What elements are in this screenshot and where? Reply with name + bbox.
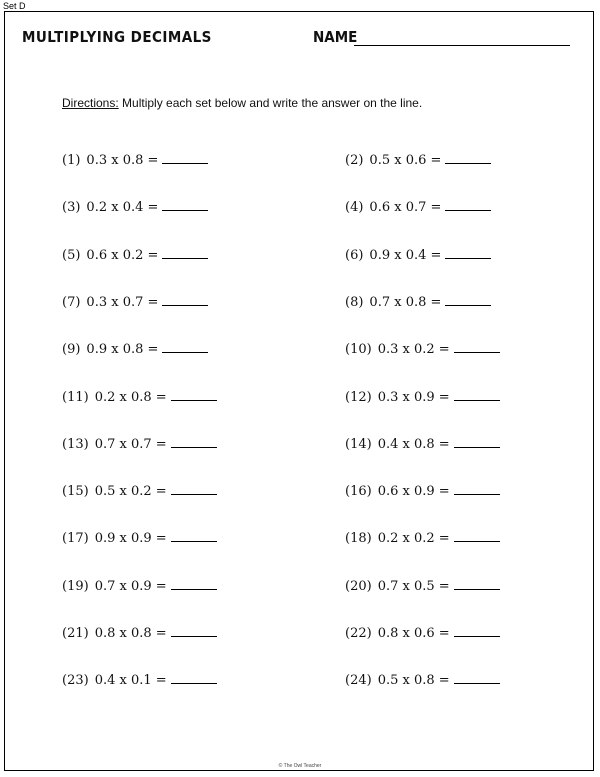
problem-expression: 0.7 x 0.8 = — [369, 295, 442, 310]
problem-expression: 0.5 x 0.8 = — [377, 673, 450, 688]
answer-line[interactable] — [171, 531, 217, 542]
answer-line[interactable] — [454, 484, 500, 495]
problem-item — [345, 484, 500, 499]
problem-number: (9) — [62, 342, 81, 357]
problem-number: (15) — [62, 484, 89, 499]
problem-expression: 0.3 x 0.7 = — [86, 295, 159, 310]
problem-item — [62, 673, 217, 688]
answer-line[interactable] — [454, 342, 500, 353]
problem-number: (23) — [62, 673, 89, 688]
problem-expression: 0.4 x 0.8 = — [377, 437, 450, 452]
problem-item — [345, 673, 500, 688]
problem-expression: 0.9 x 0.8 = — [86, 342, 159, 357]
answer-line[interactable] — [171, 579, 217, 590]
problem-item — [345, 200, 491, 215]
answer-line[interactable] — [454, 390, 500, 401]
problem-item — [62, 579, 217, 594]
answer-line[interactable] — [171, 673, 217, 684]
problem-item — [345, 437, 500, 452]
problem-expression: 0.3 x 0.9 = — [377, 390, 450, 405]
problem-number: (19) — [62, 579, 89, 594]
problem-expression: 0.5 x 0.6 = — [369, 153, 442, 168]
problem-expression: 0.2 x 0.8 = — [94, 390, 167, 405]
answer-line[interactable] — [445, 248, 491, 259]
problem-number: (14) — [345, 437, 372, 452]
problem-expression: 0.7 x 0.7 = — [94, 437, 167, 452]
problem-item — [62, 342, 208, 357]
problem-number: (2) — [345, 153, 364, 168]
answer-line[interactable] — [445, 295, 491, 306]
problem-item — [345, 626, 500, 641]
problem-item — [62, 200, 208, 215]
problem-number: (16) — [345, 484, 372, 499]
problem-number: (24) — [345, 673, 372, 688]
problem-expression: 0.2 x 0.4 = — [86, 200, 159, 215]
problem-expression: 0.7 x 0.9 = — [94, 579, 167, 594]
problem-expression: 0.6 x 0.9 = — [377, 484, 450, 499]
answer-line[interactable] — [454, 673, 500, 684]
problem-number: (12) — [345, 390, 372, 405]
problem-item — [62, 153, 208, 168]
answer-line[interactable] — [162, 295, 208, 306]
answer-line[interactable] — [171, 390, 217, 401]
footer-credit: © The Owl Teacher — [278, 763, 322, 769]
problem-number: (5) — [62, 248, 81, 263]
problem-expression: 0.5 x 0.2 = — [94, 484, 167, 499]
problem-number: (11) — [62, 390, 89, 405]
problem-expression: 0.6 x 0.7 = — [369, 200, 442, 215]
set-label: Set D — [3, 1, 26, 11]
problem-number: (13) — [62, 437, 89, 452]
problem-expression: 0.6 x 0.2 = — [86, 248, 159, 263]
problem-item — [62, 390, 217, 405]
problem-number: (22) — [345, 626, 372, 641]
problem-number: (3) — [62, 200, 81, 215]
problem-item — [345, 248, 491, 263]
answer-line[interactable] — [171, 437, 217, 448]
problem-number: (17) — [62, 531, 89, 546]
problem-expression: 0.3 x 0.2 = — [377, 342, 450, 357]
answer-line[interactable] — [454, 437, 500, 448]
answer-line[interactable] — [445, 153, 491, 164]
problem-item — [62, 484, 217, 499]
problem-number: (1) — [62, 153, 81, 168]
problem-number: (6) — [345, 248, 364, 263]
problem-expression: 0.3 x 0.8 = — [86, 153, 159, 168]
problem-expression: 0.2 x 0.2 = — [377, 531, 450, 546]
answer-line[interactable] — [445, 200, 491, 211]
name-label: NAME — [313, 28, 358, 46]
directions — [62, 96, 422, 110]
problem-expression: 0.7 x 0.5 = — [377, 579, 450, 594]
problem-item — [62, 531, 217, 546]
problem-item — [345, 153, 491, 168]
problem-number: (4) — [345, 200, 364, 215]
name-answer-line[interactable] — [354, 45, 570, 46]
answer-line[interactable] — [162, 342, 208, 353]
answer-line[interactable] — [454, 579, 500, 590]
problem-item — [62, 295, 208, 310]
directions-text: Multiply each set below and write the answer on the line. — [118, 96, 423, 110]
answer-line[interactable] — [171, 626, 217, 637]
answer-line[interactable] — [162, 153, 208, 164]
problem-expression: 0.8 x 0.6 = — [377, 626, 450, 641]
worksheet-title: MULTIPLYING DECIMALS — [22, 28, 212, 46]
directions-heading: Directions: — [62, 96, 119, 110]
problem-expression: 0.9 x 0.9 = — [94, 531, 167, 546]
problem-item — [62, 248, 208, 263]
problem-number: (20) — [345, 579, 372, 594]
problem-item — [62, 626, 217, 641]
answer-line[interactable] — [162, 248, 208, 259]
problem-number: (21) — [62, 626, 89, 641]
problem-number: (7) — [62, 295, 81, 310]
problem-item — [345, 531, 500, 546]
problem-number: (8) — [345, 295, 364, 310]
problem-number: (18) — [345, 531, 372, 546]
problem-item — [345, 579, 500, 594]
answer-line[interactable] — [454, 626, 500, 637]
problem-item — [345, 295, 491, 310]
answer-line[interactable] — [171, 484, 217, 495]
problem-number: (10) — [345, 342, 372, 357]
problem-item — [62, 437, 217, 452]
problem-expression: 0.8 x 0.8 = — [94, 626, 167, 641]
answer-line[interactable] — [162, 200, 208, 211]
problem-item — [345, 342, 500, 357]
problem-item — [345, 390, 500, 405]
problem-expression: 0.9 x 0.4 = — [369, 248, 442, 263]
answer-line[interactable] — [454, 531, 500, 542]
problem-expression: 0.4 x 0.1 = — [94, 673, 167, 688]
